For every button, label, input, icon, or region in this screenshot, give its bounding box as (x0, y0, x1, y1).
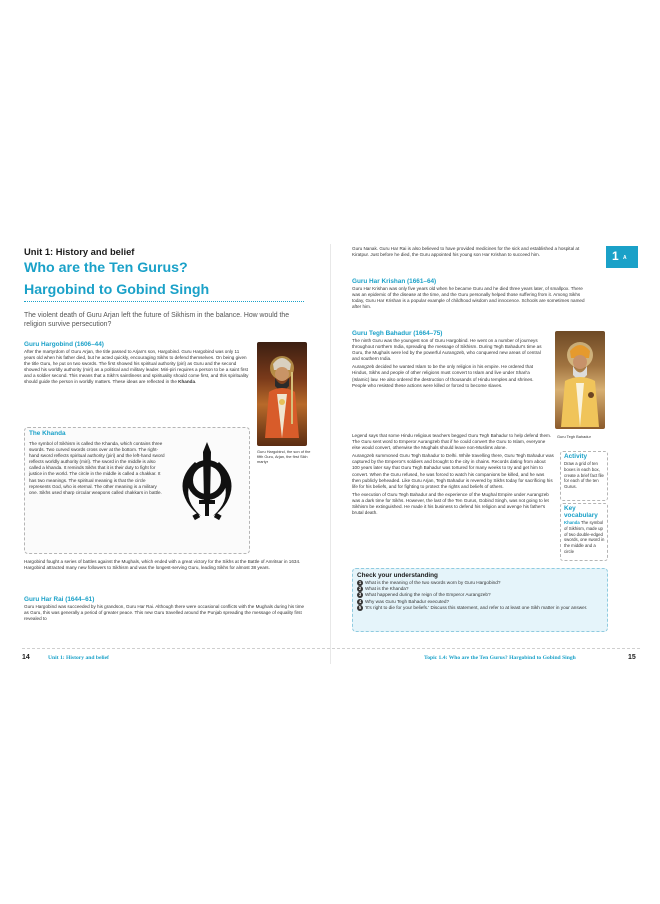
section-hargobind (24, 341, 249, 386)
footer-left-label: Unit 1: History and belief (48, 655, 109, 661)
question-item (357, 605, 607, 611)
check-understanding-box (352, 568, 608, 632)
title-divider (24, 301, 304, 302)
section-tegh-bahadur-continued (352, 433, 554, 516)
tegh-bahadur-text-3: Legend says that some Hindu religious teachers begged Guru Tegh Bahadur to help defend them. The Guru sent word to Emperor Aurangzeb that if he could convert the Guru to Islam, everyone else would convert, otherwise the Mughals should leave non-Muslims alone. (352, 433, 552, 451)
vocab-term: Khanda (564, 520, 580, 525)
guru-tegh-bahadur-portrait (555, 331, 605, 429)
footer-right-label: Topic 1.4: Who are the Ten Gurus? Hargobind to Gobind Singh (424, 655, 576, 661)
hargobind-heading: Guru Hargobind (1606–44) (24, 341, 104, 348)
section-har-rai-continued (352, 246, 590, 258)
vocab-entry (564, 520, 606, 555)
khanda-icon (175, 440, 239, 526)
khanda-heading: The Khanda (29, 430, 66, 437)
hargobind-text: After the martyrdom of Guru Arjan, the title passed to Arjan's son, Hargobind. Guru Hargobind was only 11 years old when his father died, but he acted quickly, encouraging Sikhs to defend themselves. On being given the title Guru, he put on two swords. The first showed his spiritual authority (piri) as Guru and the second showed his worldly authority (miri) as a political and military leader. Miri-piri requires a person to be a saint first and a soldier second. This means that a Sikh's saintliness and spirituality should come first, and this spirituality should guide the person in worldly matters. These ideas are reflected in the Khanda. (24, 349, 249, 385)
har-rai-heading: Guru Har Rai (1644–61) (24, 596, 95, 603)
har-rai-text: Guru Hargobind was succeeded by his grandson, Guru Har Rai. Although there were occasional conflicts with the Mughals during his time as Guru, this was generally a period of greater peace. This new Guru travelled around the Punjab spreading the message of equality first revealed to (24, 604, 305, 622)
tegh-bahadur-text-2: Aurangzeb decided he wanted Islam to be the only religion in his empire. He ordered that Hindus, Sikhs and people of other religions must convert to Islam and live under Shari'a (Islamic) law. He also ordered the destruction of thousands of Hindu temples and shrines. People who resisted these actions were killed or forced to become slaves. (352, 364, 534, 388)
har-rai-continued-text: Guru Nanak. Guru Har Rai is also believed to have provided medicines for the sick and established a hospital at Kiratpur. Just before he died, the Guru appointed his young son Har Krishan to succeed him. (352, 246, 580, 258)
page-number-left: 14 (22, 654, 30, 661)
portrait-illustration (257, 342, 307, 446)
tab-number: 1 (612, 249, 619, 263)
tegh-bahadur-text-1: The ninth Guru was the youngest son of Guru Hargobind. He went on a number of journeys throughout northern India, spreading the message of Sikhism. During Tegh Bahadur's time as Guru, the Mughals were led by the powerful Aurangzeb, who conquered new areas of central and southern India. (352, 338, 542, 362)
question-text: Why was Guru Tegh Bahadur executed? (365, 598, 450, 604)
section-har-rai (24, 596, 306, 622)
question-text: What happened during the reign of the Emperor Aurangzeb? (365, 592, 491, 598)
tegh-bahadur-heading: Guru Tegh Bahadur (1664–75) (352, 330, 443, 337)
unit-label: Unit 1: History and belief (24, 246, 135, 257)
question-text: What is the Khanda? (365, 586, 409, 592)
khanda-text: The symbol of Sikhism is called the Khanda, which contains three swords. Two curved swords cross over at the bottom. The right-hand sword reflects spiritual authority (piri) and the left-hand sword reflects worldly authority (miri). The sword in the middle is also called a khanda. It reminds Sikhs that it is their duty to fight for justice in the world. The circle in the middle is called a chakkar. It has two meanings. The spiritual meaning is that the circle represents God, who is eternal. The other meaning is a military one. Sikhs used sharp circular weapons called chakkars in battle. (29, 441, 165, 495)
tegh-bahadur-text-5: The execution of Guru Tegh Bahadur and the experience of the Mughal Empire under Aurangzeb was a dark time for Sikhs. However, the last of the Ten Gurus, Gobind Singh, was not going to let Sikhism be extinguished. He made it his business to defend his religion and avenge his father's brutal death. (352, 491, 549, 516)
tegh-bahadur-text-4: Aurangzeb summoned Guru Tegh Bahadur to Delhi. While travelling there, Guru Tegh Bahadur was captured by the Emperor's soldiers and brought to the city in chains. Records dating from about 100 years later say that Guru Tegh Bahadur was tortured for many weeks to try and get him to convert. When the Guru refused, he was forced to watch his companions be killed, and he was then publicly beheaded. Like Guru Arjan, Tegh Bahadur is revered by Sikhs today for sacrificing his life for his beliefs, and for fighting to protect the rights and beliefs of others. (352, 453, 554, 489)
page-title-line-1: Who are the Ten Gurus? (24, 260, 188, 276)
vocab-heading: Key vocabulary (564, 505, 598, 519)
section-battles (24, 559, 306, 571)
hargobind-body: After the martyrdom of Guru Arjan, the title passed to Arjan's son, Hargobind. Guru Hargobind was only 11 years old when his father died, but he acted quickly, encouraging Sikhs to defend themselves. On being given the title Guru, he put on two swords. The first showed his spiritual authority (piri) as Guru and the second showed his worldly authority (miri) as a political and military leader. Miri-piri requires a person to be a saint first and a soldier second. This means that a Sikh's saintliness and spirituality should come first, and this spirituality should guide the person in worldly matters. These ideas are reflected in the (24, 349, 249, 385)
section-tegh-bahadur (352, 330, 548, 389)
portrait-caption: Guru Hargobind, the son of the fifth Guru, Arjan, the first Sikh martyr (257, 449, 311, 464)
page-title-line-2: Hargobind to Gobind Singh (24, 282, 210, 298)
key-vocabulary-box (560, 503, 608, 561)
har-krishan-heading: Guru Har Krishan (1661–64) (352, 278, 437, 285)
question-text: 'It's right to die for your beliefs.' Discuss this statement, and refer to at least one Sikh matter in your answer. (365, 604, 588, 610)
tab-letter: A (623, 255, 627, 261)
check-heading: Check your understanding (357, 572, 438, 579)
footer-divider (22, 648, 640, 649)
question-number: 1 (358, 580, 362, 585)
question-number: 4 (358, 598, 362, 604)
question-text: What is the meaning of the two swords worn by Guru Hargobind? (365, 580, 501, 585)
portrait-illustration (555, 331, 605, 429)
hargobind-keyword: Khanda (178, 379, 196, 385)
question-number: 5 (358, 604, 362, 610)
topic-tab (606, 246, 638, 268)
har-krishan-text: Guru Har Krishan was only five years old when he became Guru and he died three years later, of smallpox. There was an epidemic of the disease at the time, and the Guru personally helped those suffering from it. Among Sikhs today, Guru Har Krishan is a popular example of childhood wisdom and innocence. Schools are sometimes named after him. (352, 286, 585, 310)
guru-hargobind-portrait (257, 342, 307, 446)
section-har-krishan (352, 278, 590, 310)
khanda-feature-box (24, 427, 250, 554)
battles-text: Hargobind fought a series of battles against the Mughals, which ended with a great victory for the Sikhs at the Battle of Amritsar in 1634. Hargobind attracted many new followers to Sikhism and was the longest-serving Guru, leading Sikhs for almost 38 years. (24, 559, 301, 571)
page-number-right: 15 (628, 654, 636, 661)
intro-text: The violent death of Guru Arjan left the future of Sikhism in the balance. How would the religion survive persecution? (24, 312, 290, 328)
activity-heading: Activity (564, 453, 588, 460)
page-spine (330, 244, 331, 664)
question-number: 3 (358, 592, 362, 598)
portrait-caption-tegh: Guru Tegh Bahadur (557, 434, 591, 439)
activity-text: Draw a grid of ten boxes in each box, create a brief fact file for each of the ten Gurus. (564, 461, 604, 490)
activity-box (560, 451, 608, 501)
question-number: 2 (358, 586, 362, 592)
vocab-definition: The symbol of Sikhism, made up of two double-edged swords, one sword in the middle and a circle (564, 520, 605, 554)
